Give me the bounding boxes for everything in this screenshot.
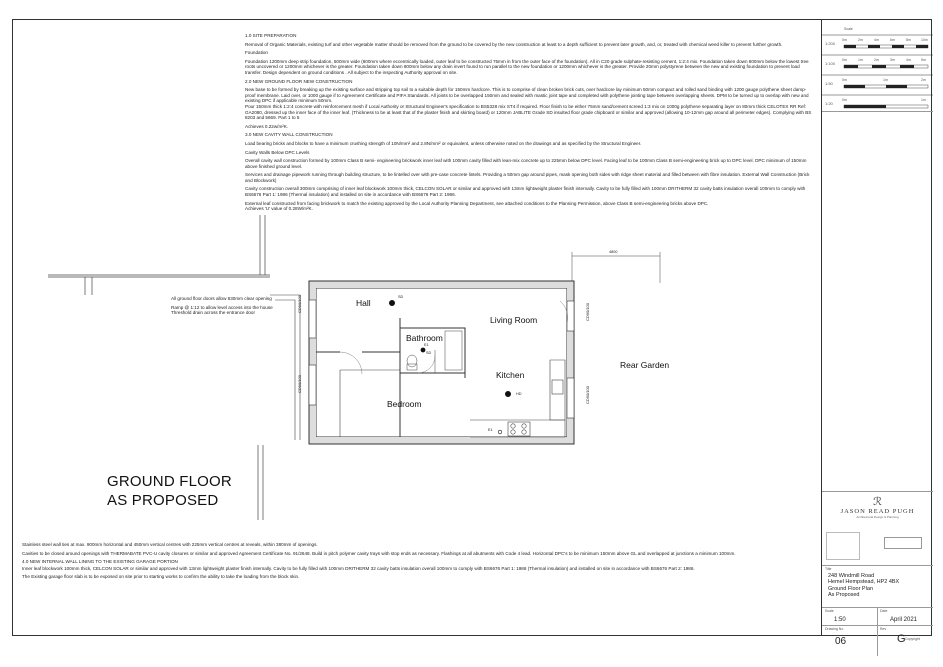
company-name: JASON READ PUGH <box>840 508 915 515</box>
scale-1-50: 1:50 <box>825 81 833 86</box>
site-prep-text: Removal of Organic Materials, existing turf and other vegetable matter should be removed from the ground to be covered by the new construction at least to a depth sufficient to prevent later growth, and, or, treated with chemical weed killer to prevent further growth. <box>245 41 783 47</box>
scale-1-200: 1:200 <box>825 41 836 46</box>
heading-floor: 2.0 NEW GROUND FLOOR NEW CONSTRUCTION <box>245 78 353 84</box>
walls-text-2: Cavity Walls Below DPC Levels <box>245 149 310 155</box>
foundation-text: Foundation 1200mm deep strip foundation, 500mm wide (600mm where eccentrically loaded, outer leaf to be constructed 75mm in from the outer face of the foundation). All in C20 grade sulphate-resisting cement, 1:2:4 mix. Foundation taken down 600mm below the lowest tree roots uncovered or 1200mm whichever is the greater. Foundation taken down 800mm below any drain invert found to run parallel to the new foundation or 1200mm whichever is the greater. Provide 20mm polystyrene between the new and existing foundation to prevent load transfer. Design dependent on ground conditions . All subject to the inspecting Authority approval on site. <box>245 58 809 75</box>
tick-b4: 3m <box>890 58 895 62</box>
floor-text-2: Pour 150mm thick 1:2:4 concrete with reinforcement mesh if Local Authority or Structural Engineer's specification to BS5328 mix ST4 if required. Floor finish to be either 75mm sand/cement screed 1:3 mix on 1000g polythene separating layer on 80mm thick CELOTEX RR Ref: GA2080, dressed up the inner face of the inner leaf. (Thickness to be at least that of the plaster finish and skirting board) or 120mm JABLITE Grade SD insulted floor grade chipboard or similar and approved (allowing 10-12mm gap around all perimeter edges). Complying with BS 8203 and 5669. Part 1 to 5 <box>245 103 812 121</box>
room-bathroom: Bathroom <box>406 333 443 343</box>
tick-a5: 8m <box>906 38 911 42</box>
drawing-title-line-1: GROUND FLOOR <box>107 473 232 490</box>
smoke-detector-label: SD <box>398 295 404 299</box>
date-label: Date <box>880 609 888 613</box>
copyright: Copyright <box>905 637 920 641</box>
door-code-1: CD90/100 <box>297 295 302 314</box>
drawing-title <box>107 472 232 510</box>
walls-achieves: Achieves 'U' value of 0.28W/m²K. <box>245 206 313 212</box>
tick-b6: 5m <box>921 58 926 62</box>
extract-label-2: E1 <box>424 343 429 347</box>
tick-c3: 2m <box>921 78 926 82</box>
bottom-text-3: Inner leaf blockwork 100mm thick, CELCON SOLAR or similar and approved with 13mm lightweight plaster finish internally. Cavity to be fully filled with 100mm DRITHERM 32 cavity batts insulation overall 100mm to comply with BS6676 Part 1: 1986 (Thermal insulation) and installed on site in accordance with BS6676 Part 2: 1986. <box>22 565 695 571</box>
rear-garden-label: Rear Garden <box>620 360 670 370</box>
walls-text-3: Overall cavity wall construction formed by 100mm Class B semi- engineering brickwork inner leaf with 100mm cavity filled with lean-mix concrete up to 225mm below DPC level. Facing leaf to be 100mm Class B semi-engineering brick up to DPC level. DPC minimum of 150mm above finished ground level. <box>245 158 807 169</box>
heading-site-prep: 1.0 SITE PREPARATION <box>245 33 297 38</box>
company-details-block <box>826 532 860 560</box>
scale-1-20: 1:20 <box>825 101 833 106</box>
walls-text-5: Cavity construction overall 300mm comprising of inner leaf blockwork 100mm thick, CELCON SOLAR or similar and approved with 13mm lightweight plaster finish internally. Cavity to be fully filled with 100mm DRITHERM 32 cavity batts insulation overall 100mm to comply with BS6676 Part 1: 1986 (Thermal insulation) and installed on site in accordance with BS6676 Part 2: 1986. <box>245 186 806 198</box>
sheet-title-1: Ground Floor Plan <box>828 585 873 592</box>
floor-achieves: Achieves 0.22w/m²K. <box>245 123 289 129</box>
floor-text-1: New base to be formed by breaking up the existing surface and stripping top soil to a suitable depth for 150mm hardcore. This is to comprise of clean broken brick cuts, over hardcore lay minimum 50mm compact and rolled sand binding with 1200 gauge polythene sheet damp-proof membrane. Laid over, or 1000 gauge if to Agreement Certificate and PIFA Standards. All joints to be overlapped 150mm and sealed with mastic joint tape and completed with polythene jointing tape between overlapping sheets. DPM to be turned up to overlap with new and existing DPC if applicable minimum 50mm. <box>245 87 809 104</box>
dimension-4800: 4800 <box>609 250 618 254</box>
tick-c2: 1m <box>883 78 888 82</box>
bottom-heading: 4.0 NEW INTERNAL WALL LINING TO THE EXISTING GARAGE PORTION <box>22 559 178 565</box>
tick-a4: 6m <box>890 38 895 42</box>
rev-label: Rev <box>880 627 887 631</box>
bottom-text-2: Cavities to be closed around openings with THERMABATE PVC-U cavity closures or similar and approved Agreement Certificate No. 91/2648. Build in pitch polymer cavity trays with stop ends as necessary. Flashings at all abutments with Code 4 lead. Horizontal DPC's to be minimum 150mm above GL and overlapped at junctions a minimum 100mm. <box>22 550 736 556</box>
tick-a2: 2m <box>858 38 863 42</box>
company-subtitle: Architectural Design & Planning <box>856 515 899 519</box>
smoke-detector-label-2: SD <box>426 351 432 355</box>
walls-text-1: Load bearing bricks and blocks to have a minimum crushing strength of 10N/mm² and 2.8N/mm² or equivalent, unless otherwise noted on the drawings and as specified by the Structural Engineer. <box>245 140 642 146</box>
heading-foundation: Foundation <box>245 50 268 56</box>
room-hall: Hall <box>356 298 371 308</box>
door-code-2: CD90/100 <box>297 375 302 394</box>
room-kitchen: Kitchen <box>496 370 525 380</box>
tick-b5: 4m <box>906 58 911 62</box>
scale-bars-label: Scale <box>844 27 853 31</box>
walls-text-6: External leaf constructed from facing brickwork to match the existing approved by the Local Authority Planning Department, see attached conditions to the Planning Permission, above Class B semi-engineering bricks above DPC. <box>245 200 709 206</box>
drawing-no: 06 <box>835 636 847 647</box>
address-line-1: 248 Windmill Road <box>828 573 875 579</box>
title-label: Title <box>825 567 832 571</box>
drawing-title-block <box>828 573 899 599</box>
tick-b3: 2m <box>874 58 879 62</box>
logo-mark: ℛ <box>873 496 882 508</box>
extract-label: E1 <box>488 428 493 432</box>
scale-bars <box>822 31 933 111</box>
room-bedroom: Bedroom <box>387 399 422 409</box>
tick-a6: 10m <box>921 38 928 42</box>
scale-1-100: 1:100 <box>825 61 836 66</box>
heading-walls: 3.0 NEW CAVITY WALL CONSTRUCTION <box>245 132 333 138</box>
tick-c1: 0m <box>842 78 847 82</box>
drawing-no-label: Drawing No <box>825 627 844 631</box>
scale-field-label: Scale <box>825 609 834 613</box>
scale-value: 1:50 <box>834 617 846 623</box>
walls-text-4: Services and drainage pipework running through building structure, to be lintelled over with pre-case concrete lintels. Providing a 50mm gap around pipes, mask opening both sides with ridge sheet material and filled between with fibre insulation. External Wall Construction (Brick and Blockwork) <box>245 172 810 183</box>
tick-a1: 0m <box>842 38 847 42</box>
institute-logo <box>884 537 922 549</box>
side-note-doors: All ground floor doors allow 830mm clear opening <box>171 296 272 301</box>
door-code-3: CD90/100 <box>585 303 590 322</box>
bottom-notes <box>22 542 812 583</box>
tick-b1: 0m <box>842 58 847 62</box>
address-line-2: Hemel Hempstead, HP2 4BX <box>828 579 900 586</box>
heat-detector-label: HD <box>516 392 522 396</box>
tick-d2: 1m <box>921 98 926 102</box>
bottom-text-1: Stainless steel wall ties at max. 900mm horizontal and 450mm vertical centres with 225mm vertical centres at reveals, within 380mm of openings. <box>22 542 318 547</box>
rev-value: G <box>897 633 906 645</box>
tick-a3: 4m <box>874 38 879 42</box>
company-logo <box>822 497 933 519</box>
drawing-title-line-2: AS PROPOSED <box>107 492 219 509</box>
tick-b2: 1m <box>858 58 863 62</box>
room-living: Living Room <box>490 315 538 325</box>
date-value: April 2021 <box>890 617 918 623</box>
bottom-text-4: The Existing garage floor slab is to be exposed on site prior to starting works to confirm the ability to take the loading from the block skin. <box>22 574 300 580</box>
door-code-4: CD90/100 <box>585 386 590 405</box>
side-note-ramp: Ramp @ 1:12 to allow level access into the house Threshold drain across the entrance door <box>171 304 273 316</box>
sheet-title-2: As Proposed <box>828 592 860 599</box>
tick-d1: 0m <box>842 98 847 102</box>
